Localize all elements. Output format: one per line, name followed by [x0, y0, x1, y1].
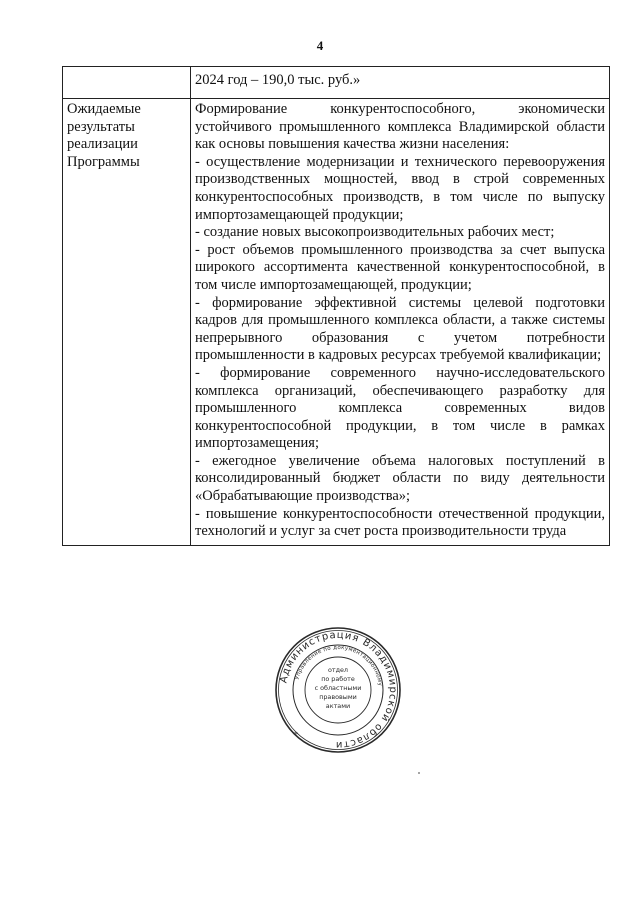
- stamp-inner-text: Управление по документационному: [294, 644, 383, 687]
- official-stamp: [273, 625, 403, 755]
- stamp-center-line: отдел: [327, 666, 349, 674]
- paragraph: - рост объемов промышленного производства за счет выпуска широкого ассортимента качественной конкурентоспособной, в том числе импортозамещающей, продукции;: [195, 241, 605, 293]
- paragraph: - осуществление модернизации и технического перевооружения производственных мощностей, ввод в строй современных конкурентоспособных производств, в том числе по выпуску импортозамещающей продукции;: [195, 153, 605, 223]
- scan-speck: [418, 772, 420, 774]
- table-row: [63, 99, 610, 546]
- table-cell-label: [63, 67, 191, 99]
- stamp-center-line: с областными: [314, 684, 362, 692]
- stamp-center-line: правовыми: [319, 693, 357, 701]
- paragraph: - создание новых высокопроизводительных рабочих мест;: [195, 224, 555, 241]
- paragraph: - повышение конкурентоспособности отечественной продукции, технологий и услуг за счет роста производительности труда: [195, 505, 605, 540]
- page-number: 4: [316, 38, 324, 53]
- stamp-star-icon: *: [294, 730, 298, 739]
- table-row: [63, 67, 610, 99]
- paragraph: Формирование конкурентоспособного, экономически устойчивого промышленного комплекса Владимирской области как основы повышения качества жизни населения:: [195, 101, 605, 153]
- stamp-outer-text: Администрация Владимирской области: [278, 629, 399, 751]
- stamp-center-line: актами: [325, 702, 351, 710]
- expected-results-cell: [191, 99, 610, 546]
- paragraph: - ежегодное увеличение объема налоговых поступлений в консолидированный бюджет области по виду деятельности «Обрабатывающие производства»;: [195, 452, 605, 505]
- table-cell-value: 2024 год – 190,0 тыс. руб.»: [191, 67, 610, 99]
- stamp-center-line: по работе: [321, 675, 355, 683]
- paragraph: - формирование эффективной системы целевой подготовки кадров для промышленного комплекса области, а также системы непрерывного образования с учетом потребности промышленности в кадровых ресурсах требуемой квалификации;: [195, 294, 605, 364]
- paragraph: - формирование современного научно-исследовательского комплекса организаций, обеспечивающего разработку для промышленного комплекса современных видов конкурентоспособной продукции, в том числе в рамках импортозамещения;: [195, 364, 605, 452]
- table-cell-label: Ожидаемые результаты реализации Программы: [63, 99, 191, 546]
- program-table: [62, 66, 610, 546]
